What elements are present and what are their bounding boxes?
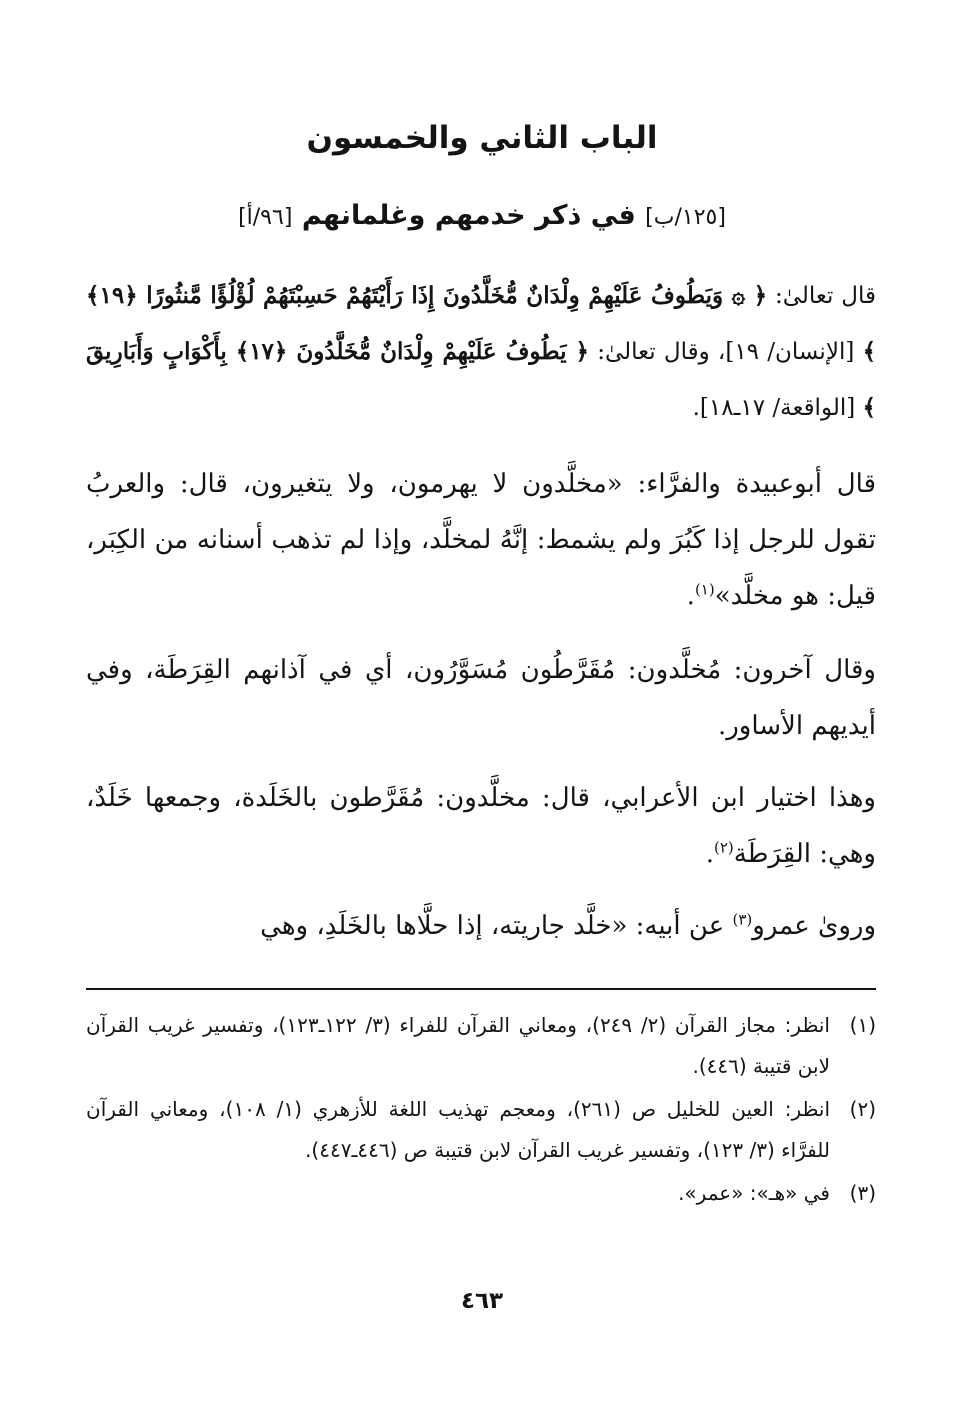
- paragraph-ibn-alarabi: [86, 770, 876, 882]
- page-number: ٤٦٣: [460, 1288, 504, 1314]
- footnote-text: انظر: مجاز القرآن (٢/ ٢٤٩)، ومعاني القرآن للفراء (٣/ ١٢٢ـ١٢٣)، وتفسير غريب القرآن لابن قتيبة (٤٤٦).: [86, 1013, 830, 1078]
- footnote-marker: (٢): [713, 838, 734, 857]
- paragraph-end: .: [686, 581, 695, 611]
- footnote-separator: [86, 988, 876, 990]
- quran-intro-2: وقال تعالىٰ:: [597, 339, 710, 365]
- paragraph-text: وروىٰ عمرو: [752, 911, 876, 941]
- quran-intro-1: قال تعالىٰ:: [775, 283, 876, 309]
- footnote-marker: (١): [694, 580, 715, 599]
- section-subtitle: [0, 200, 964, 231]
- manuscript-ref-start: [١٢٥/ب]: [645, 205, 726, 230]
- footnote-1: [86, 1005, 876, 1087]
- footnotes: [86, 1005, 876, 1216]
- paragraph-text: قال أبوعبيدة والفرَّاء: «مخلَّدون لا يهرمون، ولا يتغيرون، قال: والعربُ تقول للرجل إذا كَبُرَ ولم يشمط: إنَّهُ لمخلَّد، وإذا لم تذهب أسنانه من الكِبَر، قيل: هو مخلَّد»: [86, 469, 876, 611]
- manuscript-ref-end: [٩٦/أ]: [238, 205, 293, 230]
- footnote-text: في «هـ»: «عمر».: [678, 1181, 830, 1205]
- quran-ref-2: [الواقعة/ ١٧ـ١٨].: [692, 395, 856, 421]
- paragraph-text: وقال آخرون: مُخلَّدون: مُقَرَّطُون مُسَوَّرُون، أي في آذانهم القِرَطَة، وفي أيديهم الأساور.: [86, 655, 876, 741]
- quran-ayah-2: ﴿ يَطُوفُ عَلَيْهِمْ وِلْدَانٌ مُّخَلَّدُونَ ﴿١٧﴾ بِأَكْوَابٍ وَأَبَارِيقَ ﴾: [86, 338, 876, 421]
- footnote-number: (٢): [849, 1097, 876, 1121]
- paragraph-amr: [86, 898, 876, 954]
- subtitle-text: في ذكر خدمهم وغلمانهم: [301, 200, 636, 231]
- paragraph-others: [86, 642, 876, 754]
- footnote-number: (٣): [849, 1181, 876, 1205]
- paragraph-text-continued: عن أبيه: «خلَّد جاريته، إذا حلَّاها بالخَلَدِ، وهي: [260, 911, 725, 941]
- quran-ref-1: [الإنسان/ ١٩]،: [717, 339, 855, 365]
- footnote-marker: (٣): [732, 910, 753, 929]
- paragraph-text: وهذا اختيار ابن الأعرابي، قال: مخلَّدون: مُقَرَّطون بالخَلَدة، وجمعها خَلَدٌ، وهي: القِرَطَة: [86, 783, 876, 869]
- quran-ayah-1: ﴿ ۞ وَيَطُوفُ عَلَيْهِمْ وِلْدَانٌ مُّخَلَّدُونَ إِذَا رَأَيْتَهُمْ حَسِبْتَهُمْ لُؤْلُؤًا مَّنثُورًا ﴿١٩﴾ ﴾: [86, 282, 877, 365]
- footnote-text: انظر: العين للخليل ص (٢٦١)، ومعجم تهذيب اللغة للأزهري (١/ ١٠٨)، ومعاني القرآن للفرَّاء (٣/ ١٢٣)، وتفسير غريب القرآن لابن قتيبة ص (٤٤٦ـ٤٤٧).: [86, 1097, 831, 1162]
- chapter-title: الباب الثاني والخمسون: [306, 120, 658, 156]
- paragraph-end: .: [705, 839, 714, 869]
- paragraph-abu-ubaida: [86, 456, 876, 624]
- quran-verses-paragraph: [86, 268, 876, 436]
- footnote-2: [86, 1089, 876, 1171]
- footnote-3: [86, 1173, 876, 1214]
- footnote-number: (١): [849, 1013, 876, 1037]
